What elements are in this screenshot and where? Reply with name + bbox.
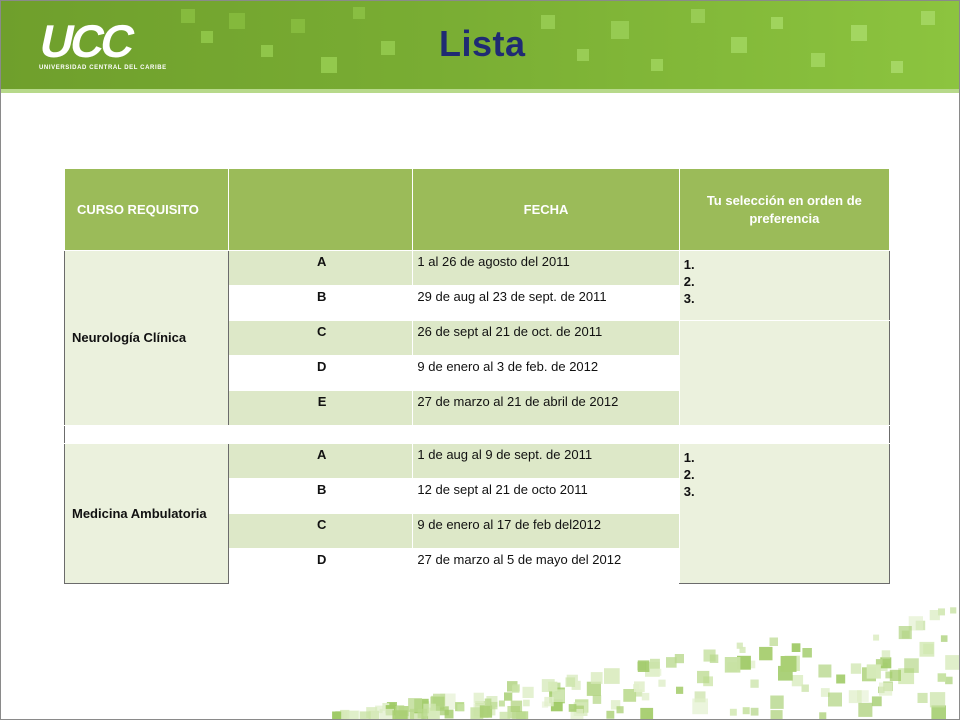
mosaic-square xyxy=(938,673,947,682)
mosaic-square xyxy=(604,668,620,684)
section-letter: D xyxy=(229,356,413,391)
mosaic-square xyxy=(802,648,812,658)
mosaic-square xyxy=(642,693,650,701)
header-divider xyxy=(1,89,959,93)
mosaic-square xyxy=(873,635,879,641)
header-section xyxy=(229,169,413,251)
mosaic-square xyxy=(542,702,548,708)
mosaic-square xyxy=(697,671,709,683)
date-range: 27 de marzo al 21 de abril de 2012 xyxy=(413,391,679,426)
section-letter: B xyxy=(229,479,413,514)
mosaic-square xyxy=(360,711,371,719)
mosaic-square xyxy=(490,702,497,709)
mosaic-square xyxy=(828,693,842,707)
mosaic-square xyxy=(704,650,716,662)
mosaic-square xyxy=(792,675,803,686)
preference-item: 2. xyxy=(683,274,695,289)
mosaic-square xyxy=(676,687,683,694)
mosaic-square xyxy=(499,701,505,707)
mosaic-square xyxy=(445,710,454,719)
mosaic-square xyxy=(500,712,510,719)
mosaic-square xyxy=(666,657,677,668)
mosaic-square xyxy=(890,670,901,681)
date-range: 26 de sept al 21 de oct. de 2011 xyxy=(413,321,679,356)
mosaic-square xyxy=(836,675,845,684)
date-range: 1 de aug al 9 de sept. de 2011 xyxy=(413,444,679,479)
spacer-cell xyxy=(413,426,679,444)
mosaic-square xyxy=(930,692,945,707)
date-range: 29 de aug al 23 de sept. de 2011 xyxy=(413,286,679,321)
mosaic-square xyxy=(634,681,645,692)
mosaic-square xyxy=(658,680,665,687)
spacer-cell xyxy=(229,426,413,444)
mosaic-square xyxy=(858,703,872,717)
mosaic-square xyxy=(593,695,602,704)
logo-tagline: UNIVERSIDAD CENTRAL DEL CARIBE xyxy=(39,65,167,71)
date-range: 1 al 26 de agosto del 2011 xyxy=(413,251,679,286)
mosaic-square xyxy=(389,703,395,709)
mosaic-square xyxy=(904,658,919,673)
preference-item: 2. xyxy=(683,467,695,482)
mosaic-square xyxy=(851,663,861,673)
mosaic-square xyxy=(617,706,624,713)
mosaic-square xyxy=(692,699,708,715)
mosaic-square xyxy=(591,672,603,684)
mosaic-square xyxy=(548,682,557,691)
mosaic-square xyxy=(340,710,349,719)
mosaic-square xyxy=(781,656,797,672)
mosaic-square xyxy=(569,704,577,712)
mosaic-square xyxy=(770,638,779,647)
mosaic-square xyxy=(349,711,359,720)
course-name: Neurología Clínica xyxy=(65,251,229,426)
mosaic-square xyxy=(725,657,741,673)
mosaic-square xyxy=(867,664,881,678)
mosaic-square xyxy=(566,677,576,687)
mosaic-square xyxy=(375,706,383,714)
mosaic-square xyxy=(457,704,464,711)
header-date: FECHA xyxy=(413,169,679,251)
date-range: 27 de marzo al 5 de mayo del 2012 xyxy=(413,549,679,584)
section-letter: A xyxy=(229,444,413,479)
mosaic-square xyxy=(750,680,758,688)
mosaic-square xyxy=(523,687,534,698)
spacer-cell xyxy=(679,426,889,444)
header-course: CURSO REQUISITO xyxy=(65,169,229,251)
schedule-table xyxy=(64,168,890,584)
table-row xyxy=(65,444,890,479)
mosaic-square xyxy=(941,635,948,642)
section-letter: E xyxy=(229,391,413,426)
mosaic-square xyxy=(879,683,892,696)
mosaic-square xyxy=(512,711,526,719)
mosaic-square xyxy=(945,655,959,670)
section-letter: D xyxy=(229,549,413,584)
preference-list[interactable] xyxy=(679,251,889,321)
mosaic-square xyxy=(418,709,428,719)
mosaic-square xyxy=(638,660,650,672)
mosaic-square xyxy=(818,665,831,678)
mosaic-square xyxy=(918,693,928,703)
mosaic-square xyxy=(650,659,660,669)
section-letter: B xyxy=(229,286,413,321)
preference-item: 3. xyxy=(683,484,695,499)
svg-text:UCC: UCC xyxy=(35,15,138,67)
mosaic-square xyxy=(882,650,891,659)
mosaic-square xyxy=(950,607,956,613)
mosaic-square xyxy=(872,696,882,706)
mosaic-square xyxy=(771,710,783,719)
mosaic-square xyxy=(474,693,484,703)
preference-item: 1. xyxy=(683,450,695,465)
header-preference: Tu selección en orden de preferencia xyxy=(679,169,889,251)
mosaic-square xyxy=(770,696,783,709)
mosaic-square xyxy=(523,700,530,707)
mosaic-square xyxy=(606,711,614,719)
table-row xyxy=(65,251,890,286)
spacer-row xyxy=(65,426,890,444)
mosaic-square xyxy=(819,712,826,719)
mosaic-square xyxy=(647,712,653,718)
mosaic-square xyxy=(740,647,746,653)
preference-list[interactable] xyxy=(679,444,889,584)
mosaic-square xyxy=(511,701,522,712)
spacer-cell xyxy=(65,426,229,444)
mosaic-square xyxy=(730,709,737,716)
mosaic-square xyxy=(945,677,953,685)
mosaic-square xyxy=(751,708,759,716)
mosaic-square xyxy=(512,685,519,692)
table-header-row xyxy=(65,169,890,251)
preference-item: 1. xyxy=(683,257,695,272)
mosaic-square xyxy=(792,643,801,652)
header-band xyxy=(1,1,959,89)
mosaic-square xyxy=(920,642,935,657)
mosaic-square xyxy=(931,705,946,719)
mosaic-square xyxy=(392,710,407,719)
mosaic-square xyxy=(899,626,912,639)
section-letter: C xyxy=(229,514,413,549)
section-letter: C xyxy=(229,321,413,356)
mosaic-square xyxy=(504,692,512,700)
date-range: 9 de enero al 17 de feb del2012 xyxy=(413,514,679,549)
mosaic-square xyxy=(930,610,940,620)
footer-mosaic-decoration xyxy=(1,601,959,719)
date-range: 12 de sept al 21 de octo 2011 xyxy=(413,479,679,514)
slide-title: Lista xyxy=(439,23,526,64)
mosaic-square xyxy=(332,712,341,720)
mosaic-square xyxy=(759,647,772,660)
course-name: Medicina Ambulatoria xyxy=(65,444,229,584)
mosaic-square xyxy=(654,669,661,676)
mosaic-square xyxy=(552,689,565,702)
mosaic-square xyxy=(743,707,750,714)
preference-item: 3. xyxy=(683,291,695,306)
date-range: 9 de enero al 3 de feb. de 2012 xyxy=(413,356,679,391)
mosaic-square xyxy=(849,690,862,703)
section-letter: A xyxy=(229,251,413,286)
preference-cell-empty xyxy=(679,321,889,426)
